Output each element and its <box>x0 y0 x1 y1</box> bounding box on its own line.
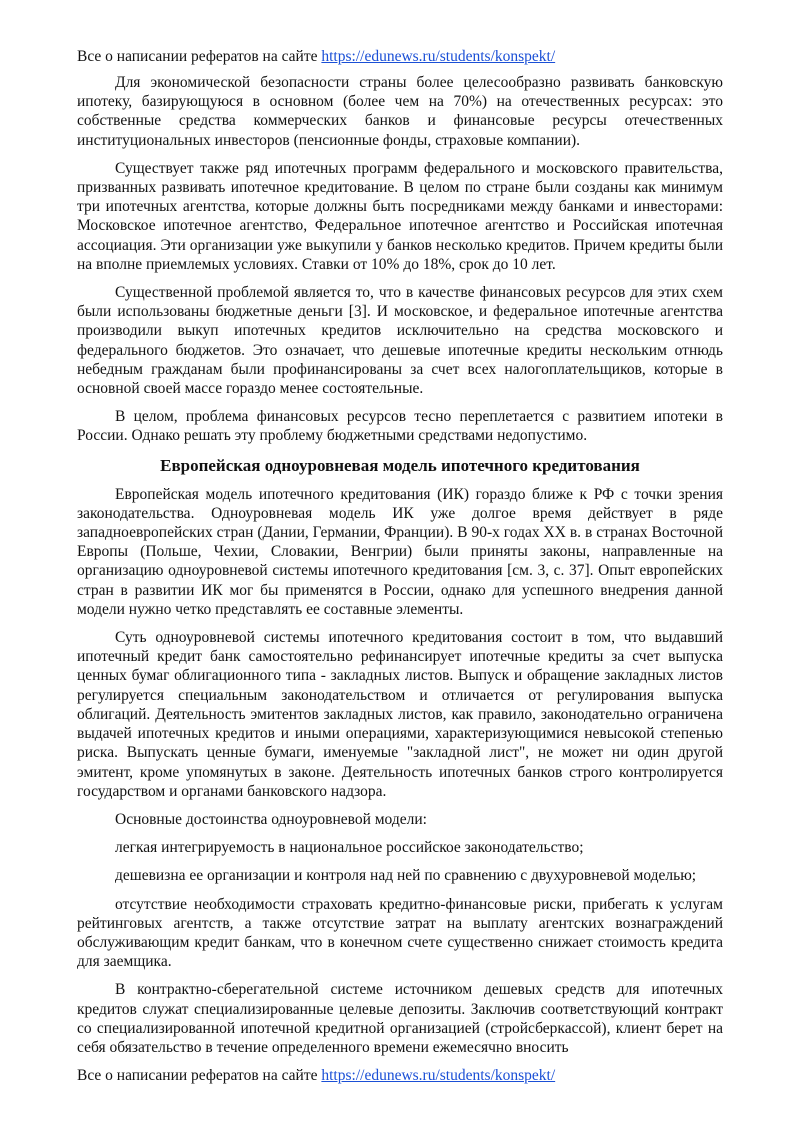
paragraph: Для экономической безопасности страны более целесообразно развивать банковскую ипотеку, базирующуюся в основном (более чем на 70%) на отечественных ресурсах: это собственные средства коммерческих банков и финансовые ресурсы отечественных институциональных инвесторов (пенсионные фонды, страховые компании). <box>77 74 723 149</box>
paragraph: Суть одноуровневой системы ипотечного кредитования состоит в том, что выдавший ипотечный кредит банк самостоятельно рефинансирует ипотечные кредиты за счет выпуска ценных бумаг облигационного типа - закладных листов. Выпуск и обращение закладных листов регулируется специальным законодательством и отличается от регулирования выпуска облигаций. Деятельность эмитентов закладных листов, как правило, законодательно ограничена выдачей ипотечных кредитов и иными операциями, характеризующимися невысокой степенью риска. Выпускать ценные бумаги, именуемые "закладной лист", не может ни один другой эмитент, кроме упомянутых в законе. Деятельность ипотечных банков строго контролируется государством и органами банковского надзора. <box>77 629 723 800</box>
page-header <box>77 47 555 67</box>
paragraph: В контрактно-сберегательной системе источником дешевых средств для ипотечных кредитов служат специализированные целевые депозиты. Заключив соответствующий контракт со специализированной ипотечной кредитной организацией (стройсберкассой), клиент берет на себя обязательство в течение определенного времени ежемесячно вносить <box>77 981 723 1056</box>
paragraph: Основные достоинства одноуровневой модели: <box>115 810 427 828</box>
list-item: дешевизна ее организации и контроля над ней по сравнению с двухуровневой моделью; <box>115 867 697 885</box>
paragraph: Существует также ряд ипотечных программ федерального и московского правительства, призванных развивать ипотечное кредитование. В целом по стране были созданы как минимум три ипотечных агентства, которые должны быть посредниками между банками и инвесторами: Московское ипотечное агентство, Федеральное ипотечное агентство и Российская ипотечная ассоциация. Эти организации уже выкупили у банков несколько кредитов. Причем кредиты были на вполне приемлемых условиях. Ставки от 10% до 18%, срок до 10 лет. <box>77 159 723 273</box>
paragraph: Европейская модель ипотечного кредитования (ИК) гораздо ближе к РФ с точки зрения законодательства. Одноуровневая модель ИК уже долгое время действует в ряде западноевропейских стран (Дании, Германии, Франции). В 90-х годах XX в. в странах Восточной Европы (Польше, Чехии, Словакии, Венгрии) были приняты законы, направленные на организацию одноуровневой системы ипотечного кредитования [см. 3, с. 37]. Опыт европейских стран в развитии ИК мог бы применятся в России, однако для успешного внедрения данной модели нужно четко представлять ее составные элементы. <box>77 485 723 618</box>
footer-prefix: Все о написании рефератов на сайте <box>77 1067 318 1084</box>
page-footer <box>77 1066 555 1086</box>
header-prefix: Все о написании рефератов на сайте <box>77 48 318 65</box>
header-link[interactable]: https://edunews.ru/students/konspekt/ <box>321 48 556 65</box>
list-item: отсутствие необходимости страховать кредитно-финансовые риски, прибегать к услугам рейтинговых агентств, а также отсутствие затрат на выплату агентских вознаграждений обслуживающим кредит банкам, что в конечном счете существенно снижает стоимость кредита для заемщика. <box>77 895 723 971</box>
paragraph: Существенной проблемой является то, что в качестве финансовых ресурсов для этих схем были использованы бюджетные деньги [3]. И московское, и федеральное ипотечные агентства производили выкуп ипотечных кредитов исключительно на средства московского и федерального бюджетов. Это означает, что дешевые ипотечные кредиты нескольким отнюдь небедным гражданам были профинансированы за счет всех налогоплательщиков, которые в основной своей массе гораздо менее состоятельные. <box>77 284 723 398</box>
paragraph: В целом, проблема финансовых ресурсов тесно переплетается с развитием ипотеки в России. Однако решать эту проблему бюджетными средствами недопустимо. <box>77 408 723 445</box>
section-heading: Европейская одноуровневая модель ипотечного кредитования <box>160 455 640 475</box>
footer-link[interactable]: https://edunews.ru/students/konspekt/ <box>321 1067 556 1084</box>
document-body <box>77 73 723 1066</box>
list-item: легкая интегрируемость в национальное российское законодательство; <box>115 839 584 857</box>
